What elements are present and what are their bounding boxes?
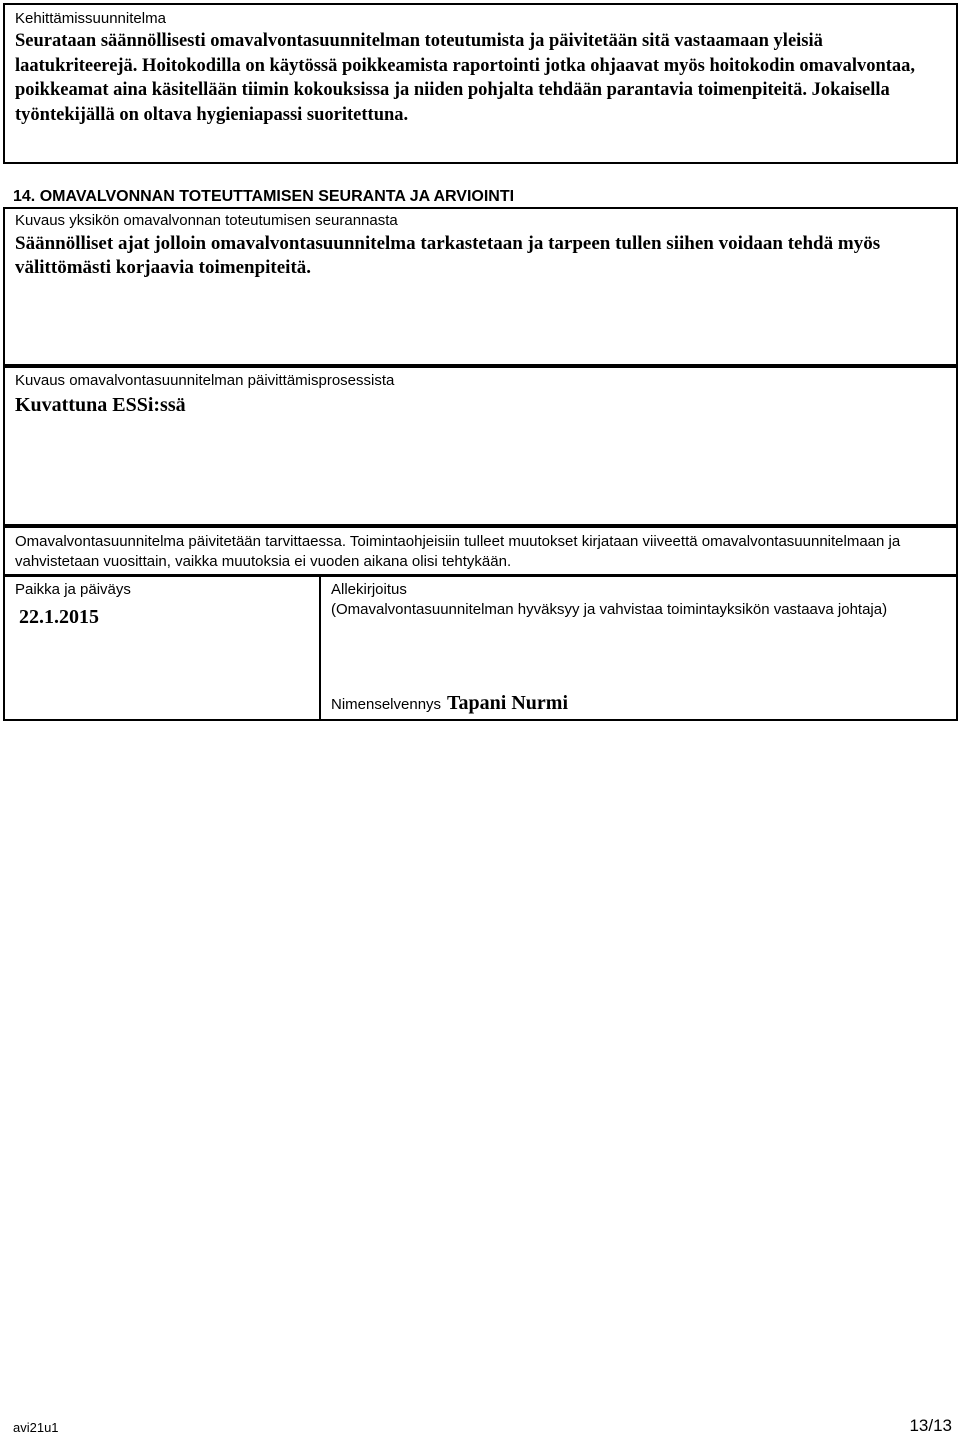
name-clarification-label: Nimenselvennys <box>331 696 442 713</box>
name-clarification-value: Tapani Nurmi <box>447 692 569 714</box>
signature-sublabel: (Omavalvontasuunnitelman hyväksyy ja vahvistaa toimintayksikön vastaava johtaja) <box>331 601 888 618</box>
signature-label: Allekirjoitus <box>331 581 407 598</box>
place-date-box <box>3 575 321 721</box>
footer-doc-code: avi21u1 <box>13 1420 59 1435</box>
update-note-box <box>3 526 958 576</box>
update-process-label: Kuvaus omavalvontasuunnitelman päivittämisprosessista <box>15 372 395 389</box>
monitoring-label: Kuvaus yksikön omavalvonnan toteutumisen seurannasta <box>15 212 398 229</box>
signature-box <box>319 575 958 721</box>
update-process-text: Kuvattuna ESSi:ssä <box>15 394 186 416</box>
update-note-text: Omavalvontasuunnitelma päivitetään tarvittaessa. Toimintaohjeisiin tulleet muutokset kirjataan viiveettä omavalvontasuunnitelmaan ja vahvistetaan vuosittain, vaikka muutoksia ei vuoden aikana olisi tehtykään. <box>15 533 901 570</box>
development-plan-text: Seurataan säännöllisesti omavalvontasuunnitelman toteutumista ja päivitetään sitä vastaamaan yleisiä laatukriteerejä. Hoitokodilla on käytössä poikkeamista raportointi jotka ohjaavat myös hoitokodin omavalvontaa, poikkeamat aina käsitellään tiimin kokouksissa ja niiden pohjalta tehdään parantavia toimenpiteitä. Jokaisella työntekijällä on oltava hygieniapassi suoritettuna. <box>15 31 916 125</box>
monitoring-text: Säännölliset ajat jolloin omavalvontasuunnitelma tarkastetaan ja tarpeen tullen siihen voidaan tehdä myös välittömästi korjaavia toimenpiteitä. <box>15 233 881 278</box>
name-clarification-row <box>331 692 568 715</box>
development-plan-box <box>3 3 958 164</box>
section-14-heading: 14. OMAVALVONNAN TOTEUTTAMISEN SEURANTA JA ARVIOINTI <box>13 188 515 205</box>
monitoring-description-box <box>3 207 958 366</box>
development-plan-label: Kehittämissuunnitelma <box>15 10 166 27</box>
place-date-label: Paikka ja päiväys <box>15 581 131 598</box>
date-value: 22.1.2015 <box>19 606 99 628</box>
update-process-box <box>3 366 958 526</box>
footer-page-number: 13/13 <box>909 1416 952 1435</box>
